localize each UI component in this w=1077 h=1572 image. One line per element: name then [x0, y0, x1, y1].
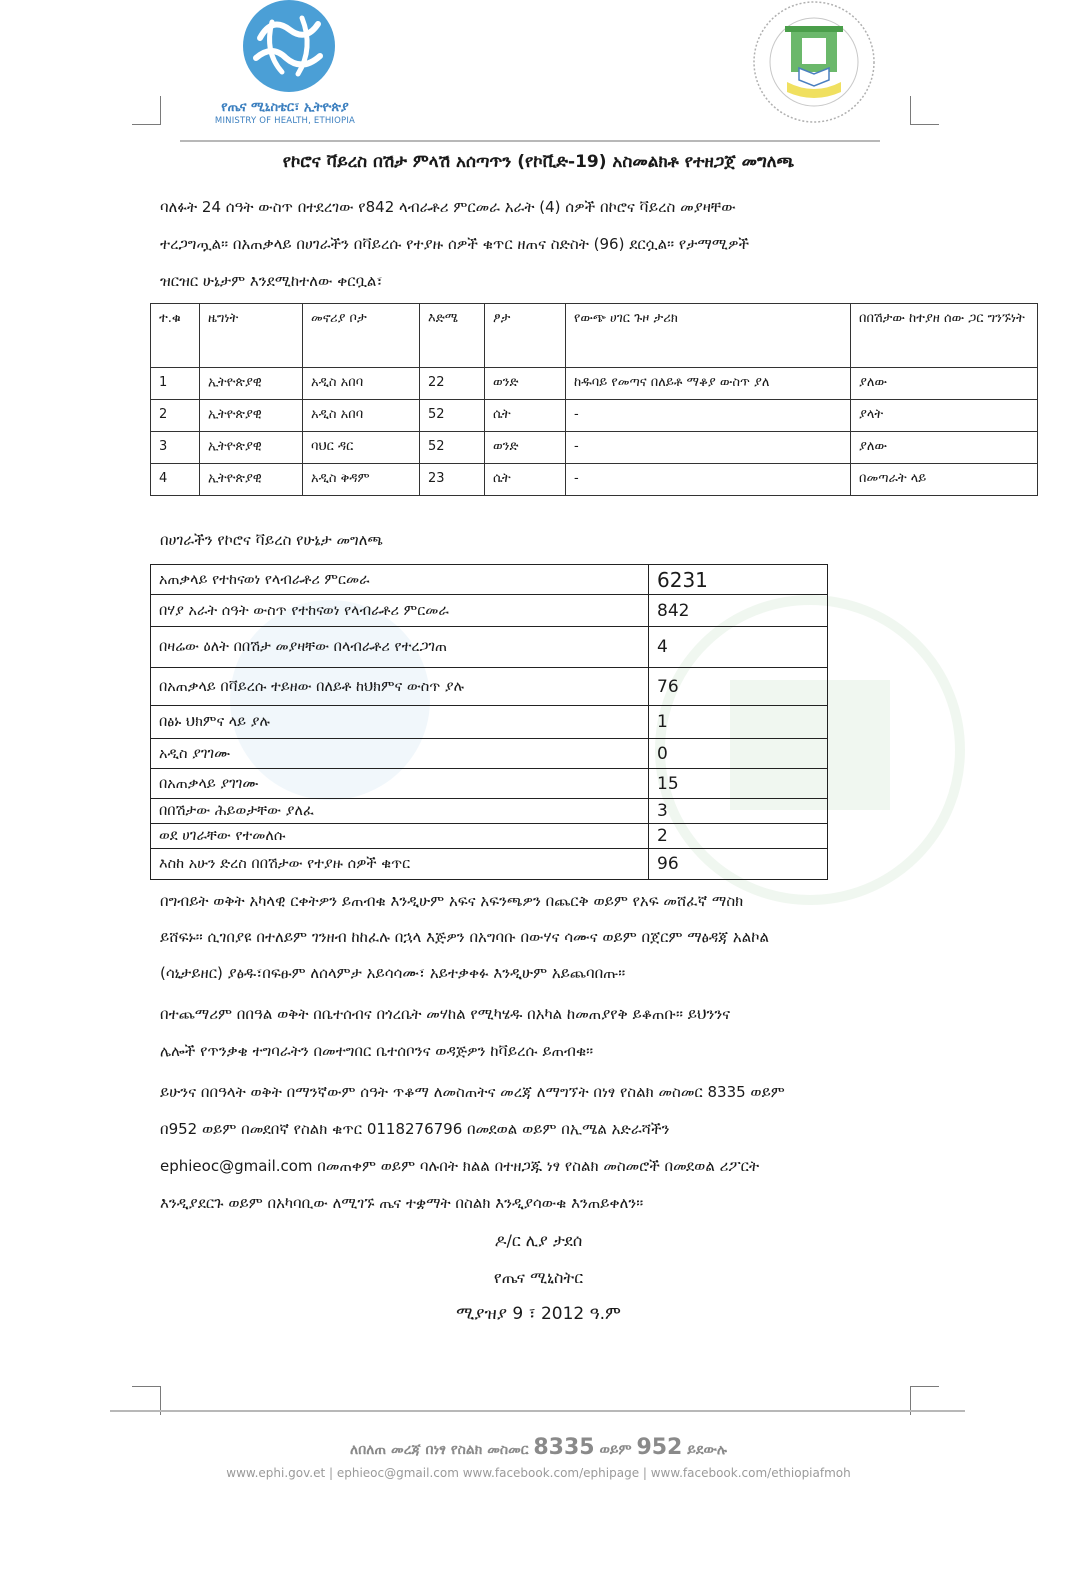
- table-cell: 52: [420, 432, 485, 464]
- moh-logo-icon: [238, 0, 340, 92]
- table-cell: ወንድ: [485, 368, 566, 400]
- table-cell: 22: [420, 368, 485, 400]
- table-cell: ሴት: [485, 400, 566, 432]
- contact-line: እንዲያደርጉ ወይም በአካባቢው ለሚገኙ ጤና ተቋማት በስልክ እንዲያሳውቁ እንጠይቀለን።: [160, 1194, 644, 1212]
- table-cell: 1: [151, 368, 200, 400]
- moh-name-english: MINISTRY OF HEALTH, ETHIOPIA: [214, 116, 356, 126]
- table-cell: -: [566, 464, 851, 496]
- summary-value: 0: [649, 739, 828, 769]
- holiday-line: ሌሎች የጥንቃቄ ተግባራትን በመተግበር ቤተሰቦንና ወዳጅዎን ከቫይረሱ ይጠብቁ።: [160, 1042, 594, 1060]
- new-cases-table: [150, 303, 1038, 496]
- summary-label: አጠቃላይ የተከናወነ የላብራቶሪ ምርመራ: [151, 565, 649, 595]
- col-header-residence: መኖሪያ ቦታ: [303, 304, 420, 368]
- summary-label: በፅኑ ህክምና ላይ ያሉ: [151, 706, 649, 739]
- summary-value: 4: [649, 627, 828, 668]
- table-cell: ሴት: [485, 464, 566, 496]
- summary-row: [151, 824, 828, 849]
- hotline-prefix: ለበለጠ መረጃ በነፃ የስልክ መስመር: [350, 1442, 529, 1458]
- contact-line: ይሁንና በበዓላት ወቅት በማንኛውም ሰዓት ጥቆማ ለመስጠትና መረጃ ለማግኘት በነፃ የስልክ መስመር 8335 ወይም: [160, 1083, 785, 1101]
- table-cell: 2: [151, 400, 200, 432]
- summary-label: ወደ ሀገራቸው የተመለሱ: [151, 824, 649, 849]
- summary-value: 96: [649, 849, 828, 880]
- table-cell: ኢትዮጵያዊ: [200, 368, 303, 400]
- table-cell: 3: [151, 432, 200, 464]
- summary-value: 15: [649, 769, 828, 799]
- summary-heading: በሀገራችን የኮሮና ቫይረስ የሁኔታ መግለጫ: [160, 531, 383, 549]
- col-header-travel-history: የውጭ ሀገር ጉዞ ታሪክ: [566, 304, 851, 368]
- col-header-sex: ፆታ: [485, 304, 566, 368]
- table-cell: -: [566, 432, 851, 464]
- document-date: ሚያዝያ 9 ፣ 2012 ዓ.ም: [456, 1304, 621, 1324]
- table-cell: ኢትዮጵያዊ: [200, 464, 303, 496]
- col-header-nationality: ዜግነት: [200, 304, 303, 368]
- summary-row: [151, 849, 828, 880]
- table-cell: ባህር ዳር: [303, 432, 420, 464]
- table-cell: ከዱባይ የመጣና በለይቶ ማቆያ ውስጥ ያለ: [566, 368, 851, 400]
- table-cell: ያለው: [851, 432, 1038, 464]
- hotline-suffix: ይደውሉ: [687, 1442, 727, 1458]
- summary-value: 842: [649, 595, 828, 627]
- table-cell: ያላት: [851, 400, 1038, 432]
- header-divider: [180, 140, 880, 142]
- hotline-number-2: 952: [636, 1435, 683, 1460]
- table-cell: አዲስ አበባ: [303, 400, 420, 432]
- table-cell: 4: [151, 464, 200, 496]
- intro-paragraph: [160, 189, 912, 300]
- hotline-number-1: 8335: [533, 1435, 595, 1460]
- footer-hotline: [0, 1435, 1077, 1460]
- contact-paragraph: [160, 1074, 912, 1222]
- summary-label: በአጠቃላይ በቫይረሱ ተይዘው በለይቶ ከህክምና ውስጥ ያሉ: [151, 668, 649, 706]
- col-header-contact: በበሽታው ከተያዘ ሰው ጋር ግንኙነት: [851, 304, 1038, 368]
- table-cell: በመጣራት ላይ: [851, 464, 1038, 496]
- holiday-paragraph: [160, 996, 912, 1070]
- ephi-seal-icon: [747, 0, 881, 128]
- advice-line: ይሸፍኑ። ሲገበያዩ በተለይም ገንዘብ ከከፈሉ በኋላ እጅዎን በአግባቡ በውሃና ሳሙና ወይም በጀርም ማፅዳጃ አልኮል: [160, 928, 769, 946]
- advice-line: በግብይት ወቅት አካላዊ ርቀትዎን ይጠብቁ እንዲሁም አፍና አፍንጫዎን በጨርቅ ወይም የአፍ መሸፈኛ ማስክ: [160, 892, 744, 910]
- intro-line: ዝርዝር ሁኔታም እንደሚከተለው ቀርቧል፣: [160, 272, 383, 290]
- table-cell: 52: [420, 400, 485, 432]
- advice-line: (ሳኒታይዘር) ያፅዱ፣በፍፁም ለሰላምታ አይሳሳሙ፣ አይተቃቀፉ እንዲሁም አይጨባበጡ።: [160, 964, 626, 982]
- table-cell: ወንድ: [485, 432, 566, 464]
- holiday-line: በተጨማሪም በበዓል ወቅት በቤተሰብና በጎረቤት መሃከል የሚካሄዱ በአካል ከመጠያየቅ ይቆጠቡ። ይህንንና: [160, 1005, 731, 1023]
- summary-row: [151, 799, 828, 824]
- footer-divider: [110, 1410, 965, 1412]
- table-cell: ያለው: [851, 368, 1038, 400]
- summary-label: በሃያ አራት ሰዓት ውስጥ የተከናወነ የላብራቶሪ ምርመራ: [151, 595, 649, 627]
- summary-row: [151, 595, 828, 627]
- summary-row: [151, 668, 828, 706]
- summary-row: [151, 706, 828, 739]
- table-cell: አዲስ ቅዳም: [303, 464, 420, 496]
- col-header-age: እድሜ: [420, 304, 485, 368]
- table-header-row: [151, 304, 1038, 368]
- advice-paragraph: [160, 883, 912, 991]
- table-cell: ኢትዮጵያዊ: [200, 432, 303, 464]
- table-row: [151, 368, 1038, 400]
- summary-value: 1: [649, 706, 828, 739]
- signatory-position: የጤና ሚኒስትር: [493, 1268, 584, 1287]
- summary-label: እስከ አሁን ድረስ በበሽታው የተያዙ ሰዎች ቁጥር: [151, 849, 649, 880]
- summary-value: 6231: [649, 565, 828, 595]
- footer-links[interactable]: www.ephi.gov.et | ephieoc@gmail.com www.facebook.com/ephipage | www.facebook.com/ethiopiafmoh: [226, 1466, 851, 1480]
- summary-value: 76: [649, 668, 828, 706]
- summary-table: [150, 564, 828, 880]
- table-row: [151, 432, 1038, 464]
- moh-name-amharic: የጤና ሚኒስቴር፣ ኢትዮጵያ: [221, 100, 349, 115]
- document-title: የኮሮና ቫይረስ በሽታ ምላሽ አሰጣጥን (የኮቪድ-19) አስመልክቶ የተዘጋጀ መግለጫ: [282, 152, 795, 172]
- contact-line: ephieoc@gmail.com በመጠቀም ወይም ባሉበት ክልል በተዘጋጁ ነፃ የስልክ መስመሮች በመደወል ሪፖርት: [160, 1157, 760, 1175]
- col-header-number: ተ.ቁ: [151, 304, 200, 368]
- table-cell: አዲስ አበባ: [303, 368, 420, 400]
- summary-label: በአጠቃላይ ያገገሙ: [151, 769, 649, 799]
- table-row: [151, 464, 1038, 496]
- table-cell: 23: [420, 464, 485, 496]
- table-row: [151, 400, 1038, 432]
- summary-row: [151, 565, 828, 595]
- table-cell: ኢትዮጵያዊ: [200, 400, 303, 432]
- crop-mark-top-right: [910, 96, 939, 125]
- summary-label: በበሽታው ሕይወታቸው ያለፈ: [151, 799, 649, 824]
- summary-label: በዛሬው ዕለት በበሽታ መያዛቸው በላብራቶሪ የተረጋገጠ: [151, 627, 649, 668]
- summary-label: አዲስ ያገገሙ: [151, 739, 649, 769]
- summary-value: 2: [649, 824, 828, 849]
- summary-row: [151, 627, 828, 668]
- summary-row: [151, 739, 828, 769]
- summary-value: 3: [649, 799, 828, 824]
- signatory-name: ዶ/ር ሊያ ታደሰ: [494, 1231, 583, 1250]
- summary-row: [151, 769, 828, 799]
- intro-line: ባለፉት 24 ሰዓት ውስጥ በተደረገው የ842 ላብራቶሪ ምርመራ አራት (4) ሰዎች በኮሮና ቫይረስ መያዛቸው: [160, 198, 736, 216]
- table-cell: -: [566, 400, 851, 432]
- contact-line: በ952 ወይም በመደበኛ የስልክ ቁጥር 0118276796 በመደወል ወይም በኢሜል አድራሻችን: [160, 1120, 670, 1138]
- intro-line: ተረጋግጧል። በአጠቃላይ በሀገራችን በቫይረሱ የተያዙ ሰዎች ቁጥር ዘጠና ስድስት (96) ደርሷል። የታማሚዎች: [160, 235, 750, 253]
- hotline-or: ወይም: [599, 1442, 632, 1458]
